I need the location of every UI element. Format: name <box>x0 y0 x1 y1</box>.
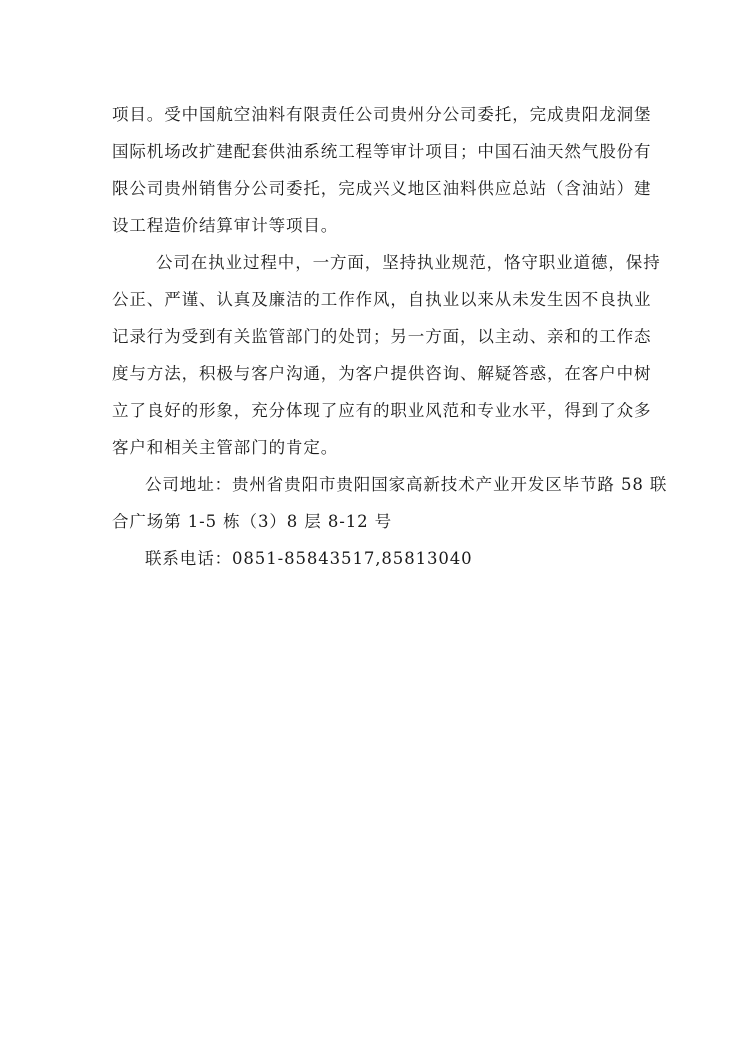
paragraph-practice <box>112 244 672 466</box>
address-line: 合广场第 1-5 栋（3）8 层 8-12 号 <box>112 512 393 531</box>
text-line: 国际机场改扩建配套供油系统工程等审计项目；中国石油天然气股份有 <box>112 142 652 161</box>
text-line: 立了良好的形象，充分体现了应有的职业风范和专业水平，得到了众多 <box>112 401 652 420</box>
paragraph-projects <box>112 96 672 244</box>
text-line: 公司在执业过程中，一方面，坚持执业规范，恪守职业道德，保持 <box>156 253 661 272</box>
text-line: 记录行为受到有关监管部门的处罚；另一方面，以主动、亲和的工作态 <box>112 327 652 346</box>
address-line: 公司地址：贵州省贵阳市贵阳国家高新技术产业开发区毕节路 58 联 <box>145 475 668 494</box>
text-line: 限公司贵州销售分公司委托，完成兴义地区油料供应总站（含油站）建 <box>112 179 652 198</box>
text-line: 公正、严谨、认真及廉洁的工作作风，自执业以来从未发生因不良执业 <box>112 290 652 309</box>
text-line: 设工程造价结算审计等项目。 <box>112 216 339 235</box>
document-body <box>112 96 672 577</box>
text-line: 度与方法，积极与客户沟通，为客户提供咨询、解疑答惑，在客户中树 <box>112 364 652 383</box>
text-line: 项目。受中国航空油料有限责任公司贵州分公司委托，完成贵阳龙洞堡 <box>112 105 652 124</box>
contact-phone <box>112 540 672 577</box>
phone-line: 联系电话：0851-85843517,85813040 <box>145 549 473 568</box>
company-address <box>112 466 672 540</box>
text-line: 客户和相关主管部门的肯定。 <box>112 438 339 457</box>
